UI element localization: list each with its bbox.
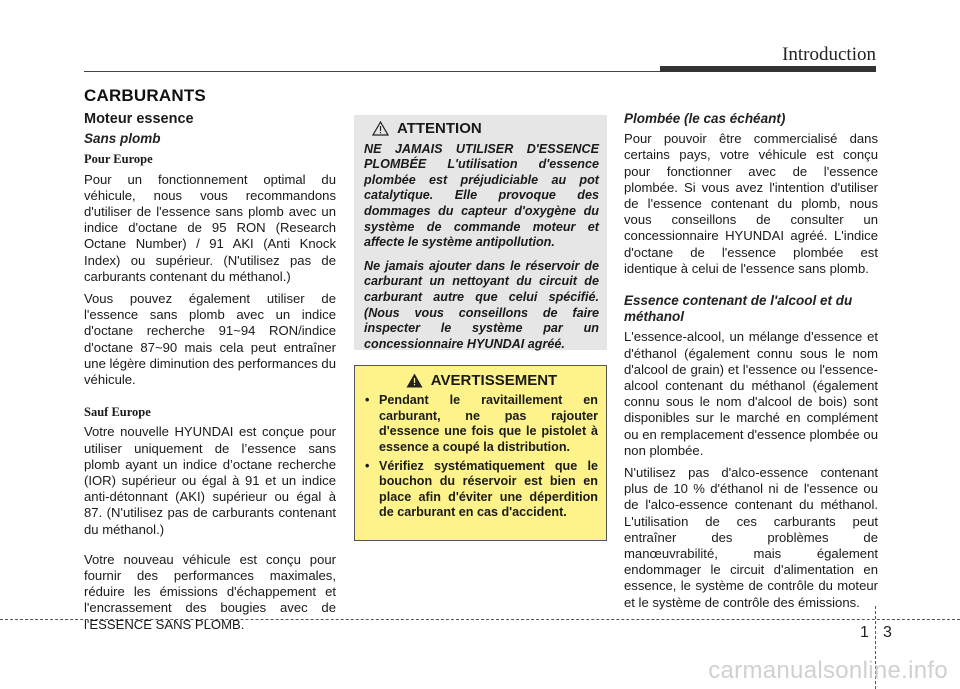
non-europe-label: Sauf Europe — [84, 405, 151, 420]
warning-header — [365, 373, 598, 388]
attention-paragraph-1: NE JAMAIS UTILISER D'ESSENCE PLOMBÉE L'utilisation d'essence plombée est préjudiciable au pot catalytique. Elle provoque des dommages du capteur d'oxygène du système de commande moteur et affecte le système antipollution. — [364, 141, 599, 250]
alcohol-paragraph-1: L'essence-alcool, un mélange d'essence et d'éthanol (également connu sous le nom d'alcool de grain) et l'essence ou l'essence-alcool contenant du méthanol (également connu sous le nom d'alcool de bois) sont disponibles sur le marché en complément ou en remplacement d'essence plombée ou non plombée. — [624, 329, 878, 458]
non-europe-paragraph-2: Votre nouveau véhicule est conçu pour fournir des performances maximales, réduire les émissions d'échappement et l'encrassement des bougies avec de l'ESSENCE SANS PLOMB. — [84, 551, 336, 632]
watermark: carmanualsonline.info — [708, 657, 948, 684]
chapter-header: Introduction — [782, 44, 876, 65]
leaded-heading: Plombée (le cas échéant) — [624, 111, 786, 126]
leaded-paragraph: Pour pouvoir être commercialisé dans certains pays, votre véhicule est conçu pour fonctionner avec de l'essence plombée. Si vous avez l'intention d'utiliser de l'essence contenant du plomb, nous vous conseillons de consulter un concessionnaire HYUNDAI agréé. L'indice d'octane de l'essence plombée est identique à celui de l'essence sans plomb. — [624, 131, 878, 276]
footer-divider — [0, 619, 960, 620]
alcohol-heading: Essence contenant de l'alcool et du méthanol — [624, 293, 853, 325]
europe-label: Pour Europe — [84, 152, 153, 167]
page-number: 3 — [883, 624, 892, 641]
warning-triangle-filled-icon — [406, 373, 423, 388]
attention-box — [354, 115, 607, 350]
header-rule-accent — [660, 66, 876, 72]
unleaded-heading: Sans plomb — [84, 131, 161, 147]
right-column — [624, 111, 878, 617]
header-rule — [84, 71, 662, 72]
warning-item: • Vérifiez systématiquement que le bouchon du réservoir est bien en place afin d'éviter une déperdition de carburant en cas d'accident. — [365, 459, 598, 521]
alcohol-paragraph-2: N'utilisez pas d'alco-essence contenant plus de 10 % d'éthanol ni de l'essence ou de l'alco-essence contenant du méthanol. L'utilisation de ces carburants peut entraîner des problèmes de manœuvrabilité, mais également endommager le circuit d'alimentation en essence, le système de contrôle du moteur et le système de contrôle des émissions. — [624, 465, 878, 610]
europe-paragraph-2: Vous pouvez également utiliser de l'essence sans plomb avec un indice d'octane recherche 91~94 RON/indice d'octane 87~90 mais cela peut entraîner une légère diminution des performances du véhicule. — [84, 291, 336, 388]
left-column — [84, 111, 336, 639]
attention-header — [372, 121, 599, 137]
section-title: CARBURANTS — [84, 86, 206, 105]
warning-triangle-outline-icon — [372, 121, 389, 136]
engine-heading: Moteur essence — [84, 111, 194, 127]
attention-paragraph-2: Ne jamais ajouter dans le réservoir de carburant un nettoyant du circuit de carburant autre que celui spécifié. (Nous vous conseillons de faire inspecter le système par un concessionnaire HYUNDAI agréé. — [364, 258, 599, 351]
warning-list — [365, 393, 598, 520]
chapter-number: 1 — [860, 624, 869, 641]
attention-title: ATTENTION — [397, 120, 482, 137]
warning-item: • Pendant le ravitaillement en carburant, ne pas rajouter d'essence une fois que le pistolet à essence a coupé la distribution. — [365, 393, 598, 455]
europe-paragraph-1: Pour un fonctionnement optimal du véhicule, nous vous recommandons d'utiliser de l'essence sans plomb avec un indice d'octane de 95 RON (Research Octane Number) / 91 AKI (Anti Knock Index) ou supérieur. (N'utilisez pas de carburants contenant du méthanol.) — [84, 171, 336, 284]
warning-box — [354, 365, 607, 541]
non-europe-paragraph-1: Votre nouvelle HYUNDAI est conçue pour utiliser uniquement de l’essence sans plomb ayant un indice d’octane recherche (IOR) supérieur ou égal à 91 et un indice anti-détonnant (AKI) supérieur ou égal à 87. (N'utilisez pas de carburants contenant du méthanol.) — [84, 424, 336, 537]
warning-title: AVERTISSEMENT — [430, 372, 558, 389]
